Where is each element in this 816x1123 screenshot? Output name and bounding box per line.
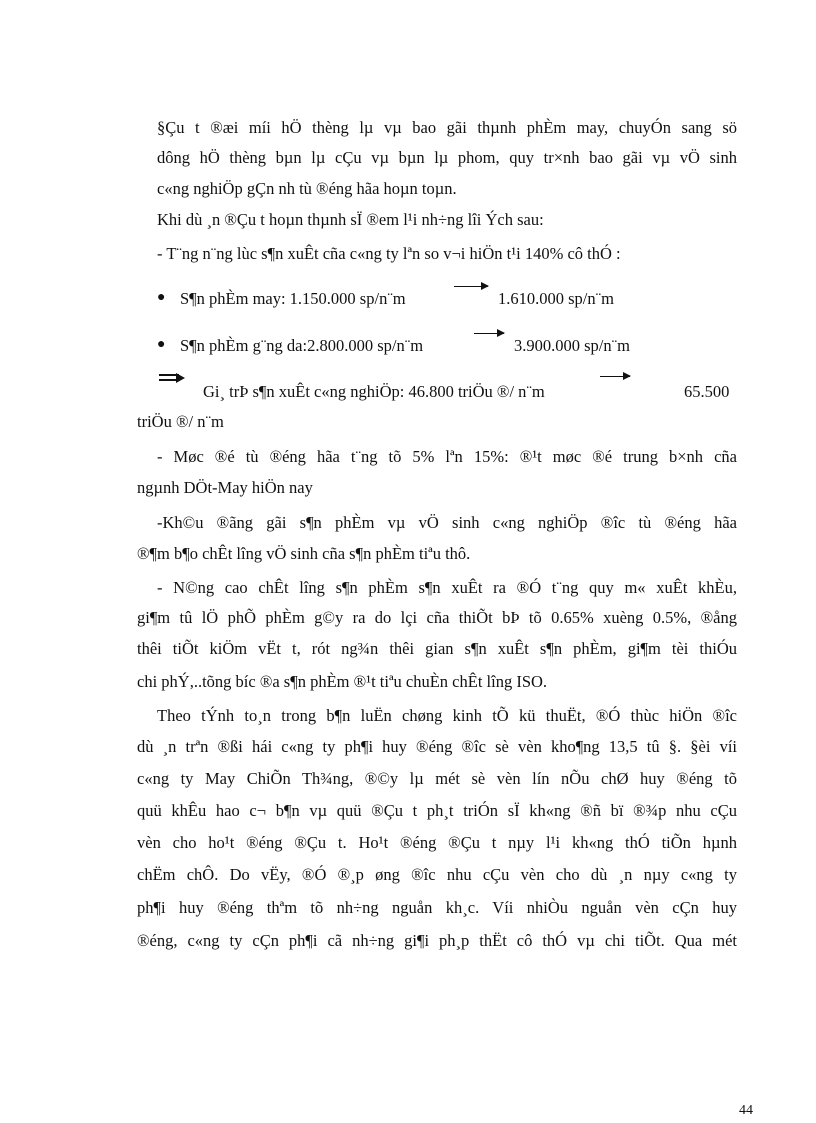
- paragraph-line: c«ng nghiÖp gÇn nh tù ®éng hãa hoµn toµn.: [157, 179, 457, 198]
- paragraph-line: ngµnh DÖt-May hiÖn nay: [137, 478, 313, 497]
- paragraph-line: Khi dù ¸n ®Çu t hoµn thµnh sÏ ®em l¹i nh÷ng lîi Ých sau:: [157, 210, 544, 229]
- paragraph-line: §Çu t ®æi míi hÖ thèng lµ vµ bao gãi thµnh phÈm may, chuyÓn sang sö: [157, 118, 737, 137]
- paragraph-line: vèn cho ho¹t ®éng ®Çu t. Ho¹t ®éng ®Çu t nµy l¹i kh«ng thÓ tiÕn hµnh: [137, 833, 737, 852]
- page-number: 44: [739, 1103, 753, 1118]
- paragraph-line: gi¶m tû lÖ phÕ phÈm g©y ra do lçi cña thiÕt bÞ tõ 0.65% xuèng 0.5%, ®ång: [137, 608, 737, 627]
- double-arrow-icon: [159, 374, 185, 383]
- paragraph-line: - T¨ng n¨ng lùc s¶n xuÊt cña c«ng ty lªn so v¬i hiÖn t¹i 140% cô thÓ :: [157, 244, 621, 263]
- paragraph-line: ph¶i huy ®éng thªm tõ nh÷ng nguån kh¸c. Víi nhiÒu nguån vèn cÇn huy: [137, 898, 737, 917]
- bullet-item-target: 3.900.000 sp/n¨m: [514, 336, 630, 355]
- paragraph-line: c«ng ty May ChiÕn Th¾ng, ®©y lµ mét sè vèn lín nÕu chØ huy ®éng tõ: [137, 769, 737, 788]
- paragraph-line: - Møc ®é tù ®éng hãa t¨ng tõ 5% lªn 15%: ®¹t møc ®é trung b×nh cña: [157, 447, 737, 466]
- paragraph-line: chi phÝ,..tõng bíc ®a s¶n phÈm ®¹t tiªu chuÈn chÊt lîng ISO.: [137, 672, 548, 691]
- bullet-dot: ●: [157, 290, 166, 305]
- paragraph-line: quü khÊu hao c¬ b¶n vµ quü ®Çu t ph¸t triÓn sÏ kh«ng ®ñ bï ®¾p nhu cÇu: [137, 801, 737, 820]
- paragraph-line: - N©ng cao chÊt lîng s¶n phÈm s¶n xuÊt ra ®Ó t¨ng quy m« xuÊt khÈu,: [157, 578, 737, 597]
- bullet-dot: ●: [157, 337, 166, 352]
- industrial-value-line: Gi¸ trÞ s¶n xuÊt c«ng nghiÖp: 46.800 triÖu ®/ n¨m: [203, 382, 545, 401]
- paragraph-line: Theo tÝnh to¸n trong b¶n luËn chøng kinh tÕ kü thuËt, ®Ó thùc hiÖn ®îc: [157, 706, 737, 725]
- value-line-cont: triÖu ®/ n¨m: [137, 412, 224, 431]
- paragraph-line: ®¶m b¶o chÊt lîng vÖ sinh cña s¶n phÈm tiªu thô.: [137, 544, 471, 563]
- paragraph-line: chËm chÔ. Do vËy, ®Ó ®¸p øng ®îc nhu cÇu vèn cho dù ¸n nµy c«ng ty: [137, 865, 737, 884]
- arrow-right-icon: [600, 376, 630, 377]
- paragraph-line: dù ¸n trªn ®ßi hái c«ng ty ph¶i huy ®éng ®îc sè vèn kho¶ng 13,5 tû §. §èi víi: [137, 737, 737, 756]
- bullet-item-garments: S¶n phÈm may: 1.150.000 sp/n¨m: [180, 289, 406, 308]
- paragraph-line: dông hÖ thèng bµn lµ cÇu vµ bµn lµ phom, quy tr×nh bao gãi vµ vÖ sinh: [157, 148, 737, 167]
- paragraph-line: thêi tiÕt kiÖm vËt t, rót ng¾n thêi gian s¶n xuÊt s¶n phÈm, gi¶m tèi thiÓu: [137, 639, 737, 658]
- arrow-right-icon: [474, 333, 504, 334]
- bullet-item-gloves: S¶n phÈm g¨ng da:2.800.000 sp/n¨m: [180, 336, 424, 355]
- bullet-item-target: 1.610.000 sp/n¨m: [498, 289, 614, 308]
- paragraph-line: ®éng, c«ng ty cÇn ph¶i cã nh÷ng gi¶i ph¸p thËt cô thÓ vµ chi tiÕt. Qua mét: [137, 931, 737, 950]
- paragraph-line: -Kh©u ®ãng gãi s¶n phÈm vµ vÖ sinh c«ng nghiÖp ®îc tù ®éng hãa: [157, 513, 737, 532]
- arrow-right-icon: [454, 286, 488, 287]
- value-target: 65.500: [684, 382, 730, 401]
